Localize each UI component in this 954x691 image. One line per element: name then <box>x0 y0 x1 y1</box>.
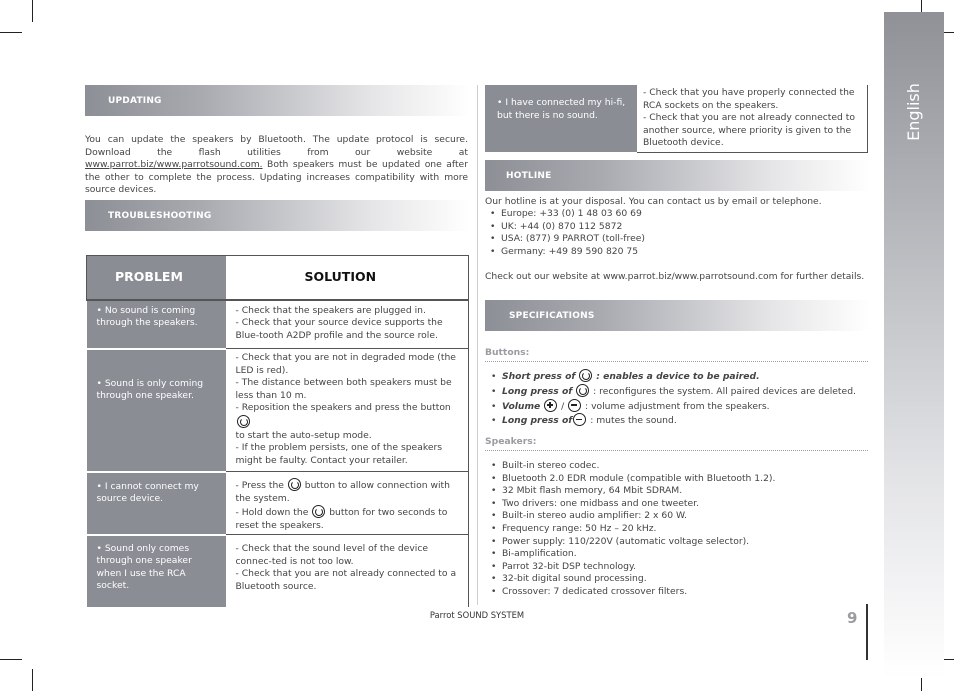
speakers-list <box>491 460 869 599</box>
page-number-bar <box>866 604 868 660</box>
problem-cell: • No sound is coming through the speakers. <box>87 300 226 349</box>
hotline-numbers <box>490 208 860 258</box>
solution-line: to start the auto-setup mode. <box>235 429 372 441</box>
section-header-updating <box>85 85 470 116</box>
solution-line: - The distance between both speakers must be less than 10 m. <box>235 377 452 401</box>
list-item <box>491 384 869 399</box>
pairing-button-icon <box>288 478 301 491</box>
column-header-solution: SOLUTION <box>226 256 469 300</box>
list-item <box>491 369 869 384</box>
problem-cell: • I have connected my hi-fi, but there is no sound. <box>485 85 637 152</box>
footer-text: Parrot SOUND SYSTEM <box>429 610 525 620</box>
updating-text: You can update the speakers by Bluetooth. The update protocol is secure. Download the flash utilities from our website at <box>85 134 468 158</box>
list-item: • Parrot 32-bit DSP technology. <box>491 561 869 574</box>
problem-cell: • Sound is only coming through one speaker. <box>87 349 226 472</box>
table-row <box>87 300 469 349</box>
spec-desc: : enables a device to be paired. <box>596 371 760 382</box>
solution-text: button to allow connection with the system. <box>235 480 450 504</box>
table-row <box>87 472 469 535</box>
buttons-subheading: Buttons: <box>485 347 530 358</box>
list-item: • UK: +44 (0) 870 112 5872 <box>490 221 860 234</box>
language-label: English <box>904 83 923 141</box>
page-number: 9 <box>847 609 858 627</box>
solution-line <box>236 478 463 505</box>
solution-cell <box>226 535 469 607</box>
list-item <box>491 399 869 414</box>
list-item: • Power supply: 110/220V (automatic voltage selector). <box>491 536 869 549</box>
volume-up-icon <box>544 399 557 412</box>
solution-line: - Check that the sound level of the device connec-ted is not too low. <box>235 543 429 567</box>
volume-down-icon <box>568 399 581 412</box>
spec-desc: : volume adjustment from the speakers. <box>585 400 770 412</box>
list-item: • Germany: +49 89 590 820 75 <box>490 246 860 259</box>
volume-down-icon <box>573 413 586 426</box>
list-item <box>491 413 869 428</box>
solution-line: - Check that your source device supports the Blue-tooth A2DP profile and the source role. <box>235 317 443 341</box>
hotline-website-note: Check out our website at www.parrot.biz/www.parrotsound.com for further details. <box>485 271 865 282</box>
list-item: • 32 Mbit flash memory, 64 Mbit SDRAM. <box>491 485 869 498</box>
solution-cell <box>226 300 469 349</box>
list-item: • Built-in stereo codec. <box>491 460 869 473</box>
pairing-button-icon <box>237 415 250 428</box>
section-title: SPECIFICATIONS <box>509 310 595 321</box>
crop-mark <box>0 659 22 660</box>
dotted-separator <box>485 450 868 451</box>
solution-line: - Check that you are not already connected to another source, where priority is given to the Bluetooth device. <box>643 112 856 149</box>
list-item: • Built-in stereo audio amplifier: 2 x 60 W. <box>491 510 869 523</box>
list-item: • USA: (877) 9 PARROT (toll-free) <box>490 233 860 246</box>
updating-text-end: Both speakers must be updated one after the other to complete the process. Updating increases compatibility with more source devices. <box>85 159 468 196</box>
table-row <box>87 349 469 472</box>
solution-cell <box>226 349 469 472</box>
crop-mark <box>32 669 33 691</box>
problem-cell: • Sound only comes through one speaker when I use the RCA socket. <box>87 535 226 607</box>
solution-line: - If the problem persists, one of the speakers might be faulty. Contact your retailer. <box>235 442 443 466</box>
column-header-problem: PROBLEM <box>87 256 226 300</box>
solution-text: - Press the <box>235 480 284 491</box>
section-header-specifications <box>485 300 870 331</box>
speakers-subheading: Speakers: <box>485 436 537 447</box>
spec-label: Long press of <box>502 415 573 427</box>
list-item: • Frequency range: 50 Hz – 20 kHz. <box>491 523 869 536</box>
table-row <box>485 85 868 152</box>
crop-mark <box>32 0 33 22</box>
problem-cell: • I cannot connect my source device. <box>87 472 226 535</box>
solution-line: - Check that the speakers are plugged in. <box>235 304 426 316</box>
solution-text: - Hold down the <box>235 507 309 519</box>
solution-line <box>236 505 463 532</box>
list-item: • Two drivers: one midbass and one tweeter. <box>491 498 869 511</box>
solution-line: - Check that you have properly connected the RCA sockets on the speakers. <box>643 87 855 111</box>
spec-label: Short press of <box>502 371 576 382</box>
spec-separator: / <box>561 400 565 412</box>
pairing-button-icon <box>312 505 325 518</box>
solution-line: - Check that you are not in degraded mode (the LED is red). <box>235 352 456 376</box>
spec-desc: : mutes the sound. <box>590 415 677 427</box>
hotline-intro: Our hotline is at your disposal. You can contact us by email or telephone. <box>485 196 822 207</box>
column-divider <box>477 85 478 605</box>
solution-text: - Reposition the speakers and press the button <box>235 402 451 414</box>
solution-cell <box>637 85 868 152</box>
spec-label: Long press of <box>502 385 573 397</box>
list-item: • Europe: +33 (0) 1 48 03 60 69 <box>490 208 860 221</box>
crop-mark <box>0 32 22 33</box>
updating-paragraph <box>85 134 468 197</box>
pairing-button-icon <box>576 384 589 397</box>
list-item: • Bi-amplification. <box>491 548 869 561</box>
section-header-troubleshooting <box>85 200 470 231</box>
dotted-separator <box>485 361 868 362</box>
website-link[interactable]: www.parrot.biz/www.parrotsound.com. <box>85 159 263 171</box>
section-title: TROUBLESHOOTING <box>108 210 212 221</box>
section-title: UPDATING <box>108 95 162 106</box>
pairing-button-icon <box>579 369 592 382</box>
solution-cell <box>226 472 469 535</box>
troubleshooting-table <box>86 255 469 607</box>
troubleshooting-table-continued <box>485 85 868 153</box>
list-item: • Bluetooth 2.0 EDR module (compatible with Bluetooth 1.2). <box>491 473 869 486</box>
section-header-hotline <box>485 160 870 191</box>
language-sidebar <box>884 12 944 678</box>
solution-line <box>236 402 465 429</box>
spec-label: Volume <box>502 400 541 412</box>
buttons-list <box>491 369 869 428</box>
spec-desc: : reconfigures the system. All paired devices are deleted. <box>593 385 856 397</box>
section-title: HOTLINE <box>506 170 552 181</box>
solution-text: button for two seconds to reset the speakers. <box>235 507 448 531</box>
table-row <box>87 535 469 607</box>
list-item: • 32-bit digital sound processing. <box>491 573 869 586</box>
list-item: • Crossover: 7 dedicated crossover filters. <box>491 586 869 599</box>
solution-line: - Check that you are not already connected to a Bluetooth source. <box>235 568 457 592</box>
